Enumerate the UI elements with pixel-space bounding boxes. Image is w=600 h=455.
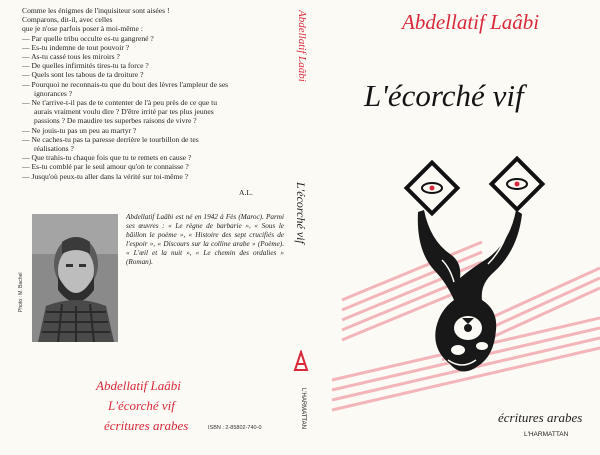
book-spine [290,0,312,455]
poem-line: Comme les énigmes de l'inquisiteur sont aisées ! [22,6,170,15]
front-author: Abdellatif Laâbi [402,10,540,34]
isbn: ISBN : 2-85802-740-0 [208,425,262,431]
poem-line: que je n'ose parfois poser à moi-même : [22,24,143,34]
poem-line: — Pourquoi ne reconnais-tu que du bout des lèvres l'ampleur de ses [22,79,229,89]
back-title: L'écorché vif [108,398,175,413]
spine-author: Abdellatif Laâbi [296,10,308,82]
front-cover [312,0,600,455]
back-cover [0,0,290,455]
photo-credit: Photo : M. Bachel [18,272,24,312]
front-series: écritures arabes [498,410,583,425]
poem-line: aurais vraiment voulu dire ? D'être irrité par tes plus jeunes [34,107,214,117]
poem-line: — Es-tu indemne de tout pouvoir ? [22,42,130,52]
spine-publisher: L'HARMATTAN [300,388,306,429]
spine-title: L'écorché vif [294,182,308,244]
front-title: L'écorché vif [364,78,524,113]
poem-line: — Jusqu'où peux-tu aller dans la vérité sur toi-même ? [22,171,189,181]
back-author: Abdellatif Laâbi [96,378,181,393]
poem-line: — Que trahis-tu chaque fois que tu te remets en cause ? [22,153,192,163]
poem-line: — Ne jouis-tu pas un peu au martyr ? [22,125,137,135]
poem-line: — Par quelle tribu occulte es-tu gangrené ? [22,33,154,43]
back-series: écritures arabes [104,418,189,433]
poem-line: — De quelles infirmités tires-tu ta force ? [22,61,149,71]
poem-line: — Es-tu comblé par le seul amour qu'on te connaisse ? [22,162,189,172]
poem-line: ignorances ? [34,88,73,98]
poem-line: — Ne t'arrive-t-il pas de te contenter de l'à peu près de ce que tu [22,98,218,108]
poem-line: — As-tu cassé tous les miroirs ? [22,52,120,62]
poem-signature: A.L. [239,188,253,197]
poem-line: Comparons, dit-il, avec celles [22,15,113,25]
author-photo [32,214,118,342]
poem-line: — Quels sont les tabous de ta droiture ? [22,70,144,80]
author-bio: Abdellatif Laâbi est né en 1942 à Fès (Maroc). Parmi ses œuvres : « Le règne de barbarie », « Sous le bâillon le poème », « Histoire des sept crucifiés de l'espoir », « Discours sur la colline arabe » (Poème). « L'œil et la nuit », « Le chemin des ordalies » (Roman). [126,213,284,266]
publisher-logo-icon [293,350,309,372]
front-publisher: L'HARMATTAN [524,431,569,438]
cover-illustration [312,150,600,420]
poem-line: passions ? De maudire tes superbes raisons de vivre ? [34,116,197,126]
poem-excerpt [22,6,282,181]
poem-line: réalisations ? [34,144,74,154]
poem-line: — Ne caches-tu pas ta paresse derrière le tourbillon de tes [22,134,199,144]
